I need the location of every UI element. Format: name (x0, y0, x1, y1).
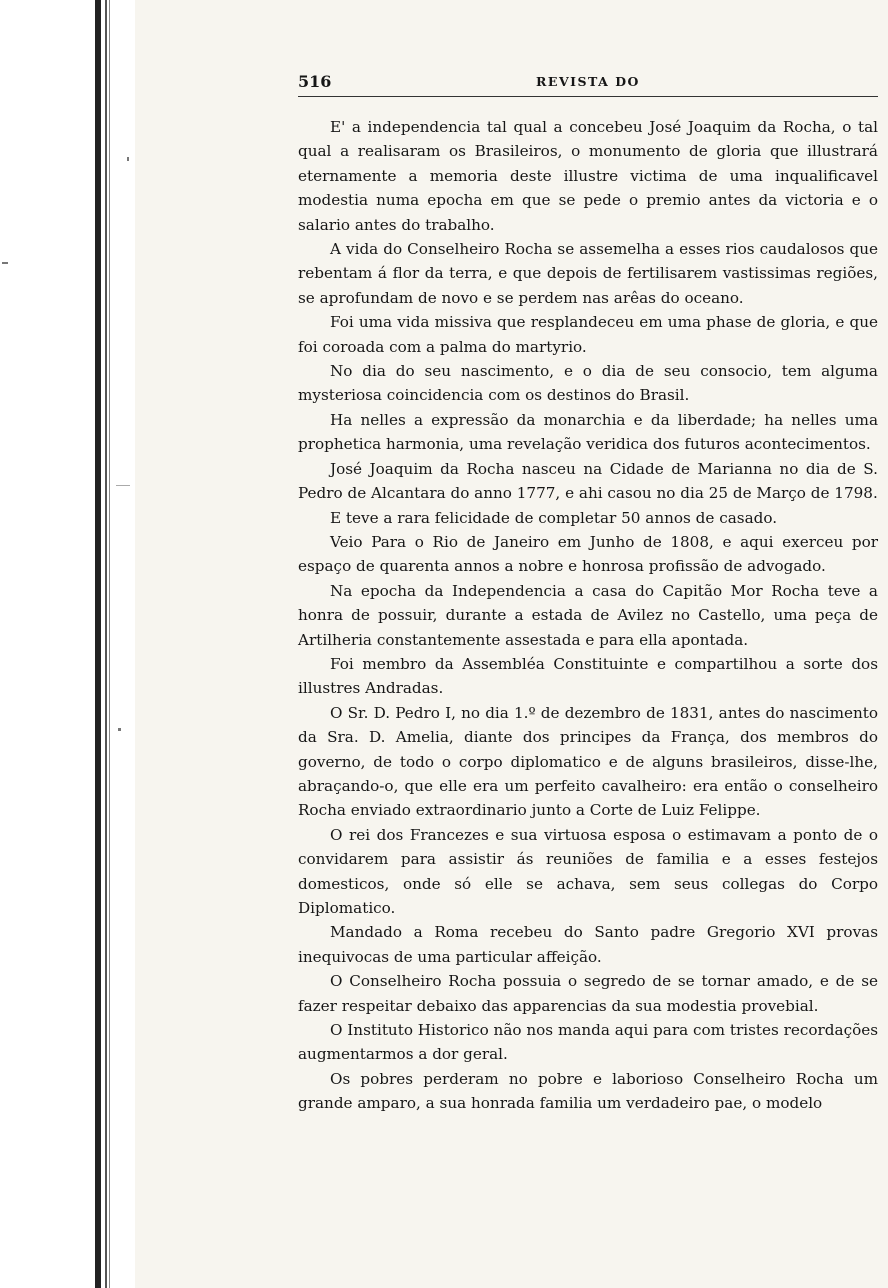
paragraph: A vida do Conselheiro Rocha se assemelha a esses rios caudalosos que rebentam á flor da terra, e que depois de fertilisarem vastissimas regiões, se aprofundam de novo e se perdem nas arêas do oceano. (298, 240, 878, 307)
paragraph: Foi membro da Assembléa Constituinte e compartilhou a sorte dos illustres Andradas. (298, 654, 878, 698)
paragraph: O rei dos Francezes e sua virtuosa esposa o estimavam a ponto de o convidarem para assistir ás reuniões de familia e a esses festejos domesticos, onde só elle se achava, sem seus collegas do Corpo Diplomatico. (298, 825, 878, 917)
body-text (298, 115, 878, 1116)
paragraph: Mandado a Roma recebeu do Santo padre Gregorio XVI provas inequivocas de uma particular affeição. (298, 923, 878, 966)
journal-title: REVISTA DO (536, 74, 640, 89)
paragraph: José Joaquim da Rocha nasceu na Cidade de Marianna no dia de S. Pedro de Alcantara do anno 1777, e ahi casou no dia 25 de Março de 1798. (298, 459, 878, 503)
paragraph: Veio Para o Rio de Janeiro em Junho de 1808, e aqui exerceu por espaço de quarenta annos a nobre e honrosa profissão de advogado. (298, 532, 878, 576)
scan-specks (0, 0, 135, 1288)
paragraph: O Conselheiro Rocha possuia o segredo de se tornar amado, e de se fazer respeitar debaixo das apparencias da sua modestia provebial. (298, 972, 878, 1015)
paragraph: E teve a rara felicidade de completar 50 annos de casado. (330, 508, 778, 527)
running-head (298, 70, 878, 97)
paragraph: O Instituto Historico não nos manda aqui para com tristes recordações augmentarmos a dor geral. (298, 1021, 878, 1064)
paragraph: Na epocha da Independencia a casa do Capitão Mor Rocha teve a honra de possuir, durante a estada de Avilez no Castello, uma peça de Artilheria constantemente assestada e para ella apontada. (298, 581, 878, 649)
paragraph: Ha nelles a expressão da monarchia e da liberdade; ha nelles uma prophetica harmonia, uma revelação veridica dos futuros acontecimentos. (298, 410, 878, 454)
paragraph: Foi uma vida missiva que resplandeceu em uma phase de gloria, e que foi coroada com a palma do martyrio. (298, 313, 878, 356)
paragraph: No dia do seu nascimento, e o dia de seu consocio, tem alguma mysteriosa coincidencia com os destinos do Brasil. (298, 362, 878, 405)
paragraph: O Sr. D. Pedro I, no dia 1.º de dezembro de 1831, antes do nascimento da Sra. D. Amelia, diante dos principes da França, dos membros do governo, de todo o corpo diplomatico e de alguns brasileiros, disse-lhe, abraçando-o, que elle era um perfeito cavalheiro: era então o conselheiro Rocha enviado extraordinario junto a Corte de Luiz Felippe. (298, 703, 878, 820)
document-page (298, 70, 878, 1116)
book-binding-edge (0, 0, 135, 1288)
page-number: 516 (298, 72, 332, 91)
paragraph: E' a independencia tal qual a concebeu José Joaquim da Rocha, o tal qual a realisaram os Brasileiros, o monumento de gloria que illustrará eternamente a memoria deste illustre victima de uma inqualificavel modestia numa epocha em que se pede o premio antes da victoria e o salario antes do trabalho. (298, 118, 878, 234)
paragraph: Os pobres perderam no pobre e laborioso Conselheiro Rocha um grande amparo, a sua honrada familia um verdadeiro pae, o modelo (298, 1069, 878, 1113)
